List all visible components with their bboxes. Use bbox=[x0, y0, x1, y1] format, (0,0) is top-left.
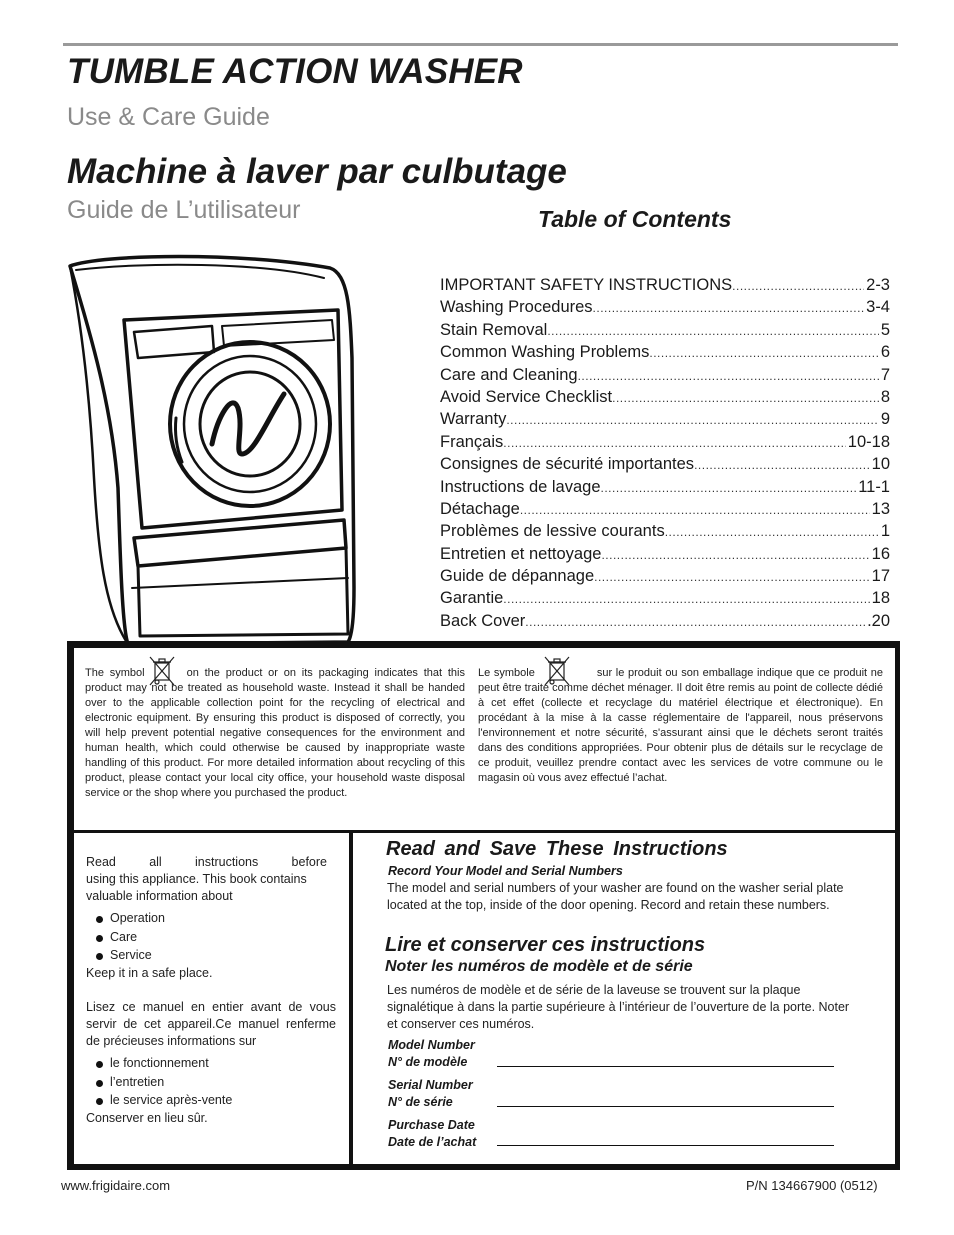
list-item: Operation bbox=[86, 909, 327, 928]
toc-entry-label: Back Cover bbox=[440, 611, 526, 630]
toc-entry-page: 10 bbox=[871, 455, 890, 474]
toc-entry[interactable] bbox=[440, 612, 890, 634]
toc-entry-page: 7 bbox=[880, 365, 890, 384]
toc-entry[interactable] bbox=[440, 500, 890, 522]
toc-entry-page: 8 bbox=[880, 387, 890, 406]
weee-en-lead: The symbol bbox=[85, 667, 145, 679]
toc-entry-page: 10-18 bbox=[847, 432, 890, 451]
purchase-date-label bbox=[388, 1117, 476, 1151]
model-number-label-fr: N° de modèle bbox=[388, 1055, 468, 1069]
toc-leader-dots bbox=[601, 481, 857, 495]
toc-entry-page: 17 bbox=[871, 567, 890, 586]
crossed-out-wheelie-bin-icon bbox=[543, 654, 571, 688]
toc-leader-dots bbox=[503, 436, 846, 450]
toc-entry[interactable] bbox=[440, 321, 890, 343]
read-save-heading-fr: Lire et conserver ces instructions bbox=[385, 934, 706, 956]
weee-fr-lead: Le symbole bbox=[478, 667, 535, 679]
document-subtitle-en: Use & Care Guide bbox=[67, 103, 270, 131]
footer-part-number: P/N 134667900 (0512) bbox=[746, 1178, 878, 1193]
washer-illustration bbox=[62, 248, 366, 646]
toc-entry[interactable] bbox=[440, 545, 890, 567]
toc-leader-dots bbox=[578, 369, 879, 383]
toc-entry-page: 5 bbox=[880, 320, 890, 339]
weee-notice-fr bbox=[478, 666, 883, 786]
toc-leader-dots bbox=[547, 324, 879, 338]
toc-leader-dots bbox=[694, 458, 870, 472]
list-item: le service après-vente bbox=[86, 1091, 336, 1110]
toc-entry-page: 2-3 bbox=[866, 276, 890, 294]
toc-entry[interactable] bbox=[440, 343, 890, 365]
toc-entry-label: Guide de dépannage bbox=[440, 567, 595, 586]
read-instructions-fr-outro: Conserver en lieu sûr. bbox=[86, 1110, 208, 1125]
record-numbers-paragraph-fr: Les numéros de modèle et de série de la laveuse se trouvent sur la plaque signalétique à dans la partie supérieure à l’intérieur de l’ouverture de la porte. Noter et conserver ces numéros. bbox=[387, 983, 850, 1031]
toc-leader-dots bbox=[665, 525, 879, 539]
document-title-fr: Machine à laver par culbutage bbox=[67, 152, 567, 191]
footer-website-link[interactable]: www.frigidaire.com bbox=[61, 1178, 171, 1193]
toc-leader-dots bbox=[649, 346, 878, 360]
read-instructions-fr-intro: Lisez ce manuel en entier avant de vous servir de cet appareil.Ce manuel renferme de précieuses informations sur bbox=[86, 1000, 336, 1048]
toc-entry[interactable] bbox=[440, 522, 890, 544]
toc-entry-page: 13 bbox=[871, 499, 890, 518]
weee-en-body: on the product or on its packaging indicates that this product may not be treated as household waste. Instead it shall be handed over to the applicable collection point for the recycling of electrical and electronic equipment. By ensuring this product is disposed of correctly, you will help prevent potential negative consequences for the environment and human health, which could otherwise be caused by inappropriate waste handling of this product. For more detailed information about recycling of this product, please contact your local city office, your household waste disposal service or the shop where you purchased the product. bbox=[85, 667, 465, 799]
toc-entry-label: Washing Procedures bbox=[440, 298, 593, 317]
toc-entry-label: Entretien et nettoyage bbox=[440, 544, 602, 563]
toc-leader-dots bbox=[732, 279, 864, 293]
serial-number-label bbox=[388, 1077, 473, 1111]
read-instructions-en-list bbox=[86, 909, 327, 965]
toc-leader-dots bbox=[503, 592, 869, 606]
record-numbers-subheading-fr: Noter les numéros de modèle et de série bbox=[385, 958, 693, 975]
toc-leader-dots bbox=[612, 391, 879, 405]
toc-entry[interactable] bbox=[440, 298, 890, 320]
serial-number-label-en: Serial Number bbox=[388, 1078, 473, 1092]
toc-heading: Table of Contents bbox=[538, 206, 732, 232]
serial-number-label-fr: N° de série bbox=[388, 1095, 453, 1109]
table-of-contents bbox=[440, 276, 890, 634]
toc-entry-page: 11-1 bbox=[858, 477, 890, 496]
toc-entry-label: IMPORTANT SAFETY INSTRUCTIONS bbox=[440, 276, 733, 294]
model-number-field[interactable] bbox=[497, 1066, 834, 1067]
toc-leader-dots bbox=[601, 548, 869, 562]
toc-entry-label: Stain Removal bbox=[440, 320, 548, 339]
read-instructions-en-first-line: Read all instructions before bbox=[86, 855, 327, 869]
serial-number-field[interactable] bbox=[497, 1106, 834, 1107]
read-save-heading-en: Read and Save These Instructions bbox=[386, 838, 728, 860]
read-instructions-en bbox=[86, 854, 327, 982]
read-instructions-fr-list bbox=[86, 1054, 336, 1110]
purchase-date-label-en: Purchase Date bbox=[388, 1118, 475, 1132]
toc-entry[interactable] bbox=[440, 388, 890, 410]
read-instructions-en-intro: using this appliance. This book contains valuable information about bbox=[86, 872, 307, 903]
toc-entry[interactable] bbox=[440, 366, 890, 388]
toc-leader-dots bbox=[525, 615, 865, 629]
toc-entry[interactable] bbox=[440, 410, 890, 432]
toc-leader-dots bbox=[594, 570, 870, 584]
weee-fr-body: sur le produit ou son emballage indique que ce produit ne peut être traité comme déchet ménager. Il doit être remis au point de collecte dédié à cet effet (collecte et recyclage du matériel électrique et électronique). En procédant à la mise à la casse réglementaire de l'appareil, nous préservons l'environnement et notre sécurité, s'assurant ainsi que le déchets seront traités dans des conditions appropriées. Pour obtenir plus de détails sur le recyclage de ce produit, veuillez prendre contact avec les services de votre commune ou le magasin où vous avez effectué l’achat. bbox=[478, 667, 883, 784]
toc-entry-label: Instructions de lavage bbox=[440, 477, 601, 496]
toc-entry-page: 6 bbox=[880, 343, 890, 362]
toc-entry-label: Garantie bbox=[440, 589, 504, 608]
toc-entry-page: 18 bbox=[871, 589, 890, 608]
top-rule bbox=[63, 43, 898, 46]
toc-entry-label: Consignes de sécurité importantes bbox=[440, 455, 695, 474]
crossed-out-wheelie-bin-icon bbox=[148, 654, 176, 688]
list-item: le fonctionnement bbox=[86, 1054, 336, 1073]
toc-entry-label: Détachage bbox=[440, 499, 520, 518]
document-title-en: TUMBLE ACTION WASHER bbox=[67, 52, 523, 91]
toc-entry-label: Care and Cleaning bbox=[440, 365, 578, 384]
toc-entry[interactable] bbox=[440, 567, 890, 589]
list-item: Care bbox=[86, 928, 327, 947]
toc-entry-label: Warranty bbox=[440, 410, 507, 429]
model-number-label bbox=[388, 1037, 475, 1071]
purchase-date-field[interactable] bbox=[497, 1145, 834, 1146]
toc-entry[interactable] bbox=[440, 478, 890, 500]
document-subtitle-fr: Guide de L’utilisateur bbox=[67, 196, 301, 224]
toc-entry-page: 3-4 bbox=[866, 298, 890, 317]
toc-leader-dots bbox=[520, 503, 870, 517]
toc-entry-label: Avoid Service Checklist bbox=[440, 387, 613, 406]
model-number-label-en: Model Number bbox=[388, 1038, 475, 1052]
toc-entry-page: 16 bbox=[871, 544, 890, 563]
record-numbers-paragraph-en: The model and serial numbers of your washer are found on the washer serial plate located at the top, inside of the door opening. Record and retain these numbers. bbox=[387, 881, 844, 912]
purchase-date-label-fr: Date de l’achat bbox=[388, 1135, 477, 1149]
toc-leader-dots bbox=[506, 413, 878, 427]
toc-entry[interactable] bbox=[440, 433, 890, 455]
toc-entry-label: Common Washing Problems bbox=[440, 343, 650, 362]
toc-entry-label: Problèmes de lessive courants bbox=[440, 522, 665, 541]
toc-entry-page: 1 bbox=[880, 522, 890, 541]
record-numbers-subheading-en: Record Your Model and Serial Numbers bbox=[388, 864, 623, 878]
toc-entry[interactable] bbox=[440, 589, 890, 611]
read-instructions-fr bbox=[86, 999, 336, 1127]
toc-entry-page: .20 bbox=[867, 611, 890, 630]
toc-entry-page: 9 bbox=[880, 410, 890, 429]
toc-entry[interactable] bbox=[440, 455, 890, 477]
weee-notice-en bbox=[85, 666, 465, 801]
list-item: Service bbox=[86, 946, 327, 965]
toc-entry[interactable] bbox=[440, 276, 890, 298]
list-item: l’entretien bbox=[86, 1073, 336, 1092]
toc-leader-dots bbox=[593, 301, 865, 315]
toc-entry-label: Français bbox=[440, 432, 504, 451]
read-instructions-en-outro: Keep it in a safe place. bbox=[86, 965, 213, 980]
